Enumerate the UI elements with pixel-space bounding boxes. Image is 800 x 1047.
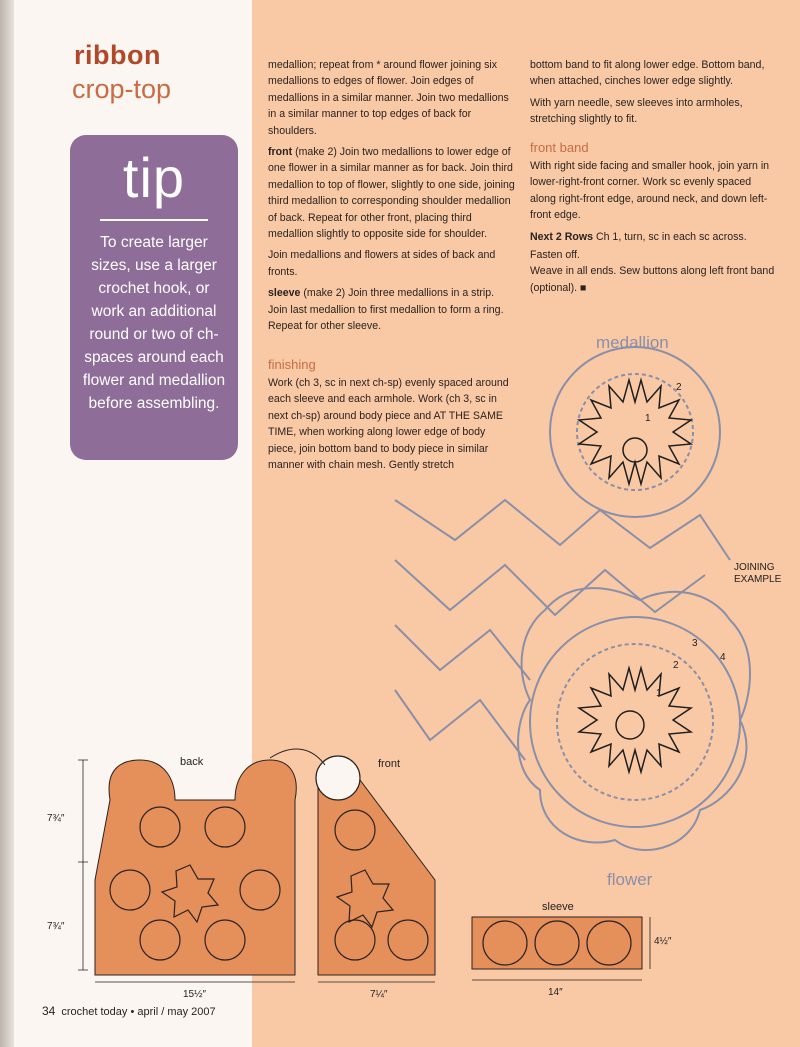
round-number-1: 1 — [645, 413, 651, 424]
joining-mesh-1 — [395, 500, 730, 560]
back-width-dim: 15½″ — [183, 989, 207, 1000]
front-text: (make 2) Join two medallions to lower edge of one flower in a similar manner as for back. Join third medallion to top of flower, slightly to one side, joining third medallion to corresponding shoulder medallion of back. Repeat for other front, placing third medallion slightly to opposite side for shoulder. — [268, 146, 515, 241]
flower-chain-ring — [557, 644, 713, 800]
front-width-dim: 7¼″ — [370, 989, 388, 1000]
back-schematic — [95, 760, 296, 975]
next-rows-text: Ch 1, turn, sc in each sc across. — [593, 230, 747, 243]
flower-petals — [579, 668, 691, 772]
medallion-petals — [579, 380, 691, 484]
height-bottom-dim: 7¾″ — [47, 921, 65, 932]
tip-heading: tip — [122, 146, 186, 209]
sleeve-width-dim: 14″ — [548, 987, 563, 998]
footer-text: crochet today • april / may 2007 — [61, 1006, 216, 1018]
medallion-outer-ring — [550, 347, 720, 517]
col2-sew: With yarn needle, sew sleeves into armholes, stretching slightly to fit. — [530, 96, 743, 126]
flower-label: flower — [607, 870, 653, 889]
flower-petal-outline — [518, 588, 750, 850]
round-number-2: 2 — [676, 382, 682, 393]
round-number-flower-4: 4 — [720, 652, 726, 663]
joining-mesh-2 — [395, 560, 705, 615]
col1-join: Join medallions and flowers at sides of back and fronts. — [268, 249, 496, 278]
flower-outer-ring — [530, 617, 740, 827]
finishing-text: Work (ch 3, sc in next ch-sp) evenly spaced around each sleeve and each armhole. Work (ch 3, sc in next ch-sp) around body piece and AT THE SAME TIME, when working along lower edge of body piece, join bottom band to body piece in similar manner with chain mesh. Gently stretch — [268, 376, 509, 471]
page-number: 34 — [42, 1004, 56, 1018]
front-label: front — [378, 758, 401, 770]
height-top-dim: 7¾″ — [47, 813, 65, 824]
joining-example-label: JOINING EXAMPLE — [734, 562, 782, 585]
medallion-center — [623, 438, 647, 462]
page-footer — [42, 1004, 216, 1018]
finishing-heading: finishing — [268, 356, 316, 372]
weave-text: Weave in all ends. Sew buttons along left front band (optional). ■ — [530, 265, 775, 294]
flower-center — [616, 711, 644, 739]
col2-intro: bottom band to fit along lower edge. Bottom band, when attached, cinches lower edge slightly. — [530, 59, 765, 88]
sleeve-label: sleeve — [268, 287, 301, 300]
joining-mesh-3 — [395, 625, 530, 680]
medallion-label: medallion — [596, 333, 669, 352]
joining-mesh-4 — [395, 690, 525, 760]
sleeve-text: (make 2) Join three medallions in a strip. Join last medallion to first medallion to form a ring. Repeat for other sleeve. — [268, 287, 504, 333]
col1-intro: medallion; repeat from * around flower joining six medallions to edges of flower. Join edges of medallions in a similar manner. Join two medallions in a similar manner to top edges of back for shoulders. — [268, 59, 509, 137]
front-band-heading: front band — [530, 139, 589, 155]
sleeve-label: sleeve — [542, 901, 574, 913]
back-label: back — [180, 756, 204, 768]
round-number-flower-2: 2 — [673, 660, 679, 671]
round-number-flower-3: 3 — [692, 638, 698, 649]
front-band-text: With right side facing and smaller hook, join yarn in lower-right-front corner. Work sc evenly spaced along right-front edge, around neck, and down left-front edge. — [530, 160, 770, 222]
sleeve-height-dim: 4½″ — [654, 936, 672, 947]
next-rows-label: Next 2 Rows — [530, 230, 593, 243]
page-title-line1: ribbon — [74, 40, 161, 70]
tip-text: To create larger sizes, use a larger crochet hook, or work an additional round or two of ch-spaces around each flower and medallion before assembling. — [82, 234, 226, 412]
round-number-flower-1: 1 — [656, 688, 662, 699]
fasten-off: Fasten off. — [530, 249, 580, 262]
page-title-line2: crop-top — [72, 74, 172, 104]
sleeve-schematic — [472, 917, 642, 969]
front-label: front — [268, 146, 293, 159]
